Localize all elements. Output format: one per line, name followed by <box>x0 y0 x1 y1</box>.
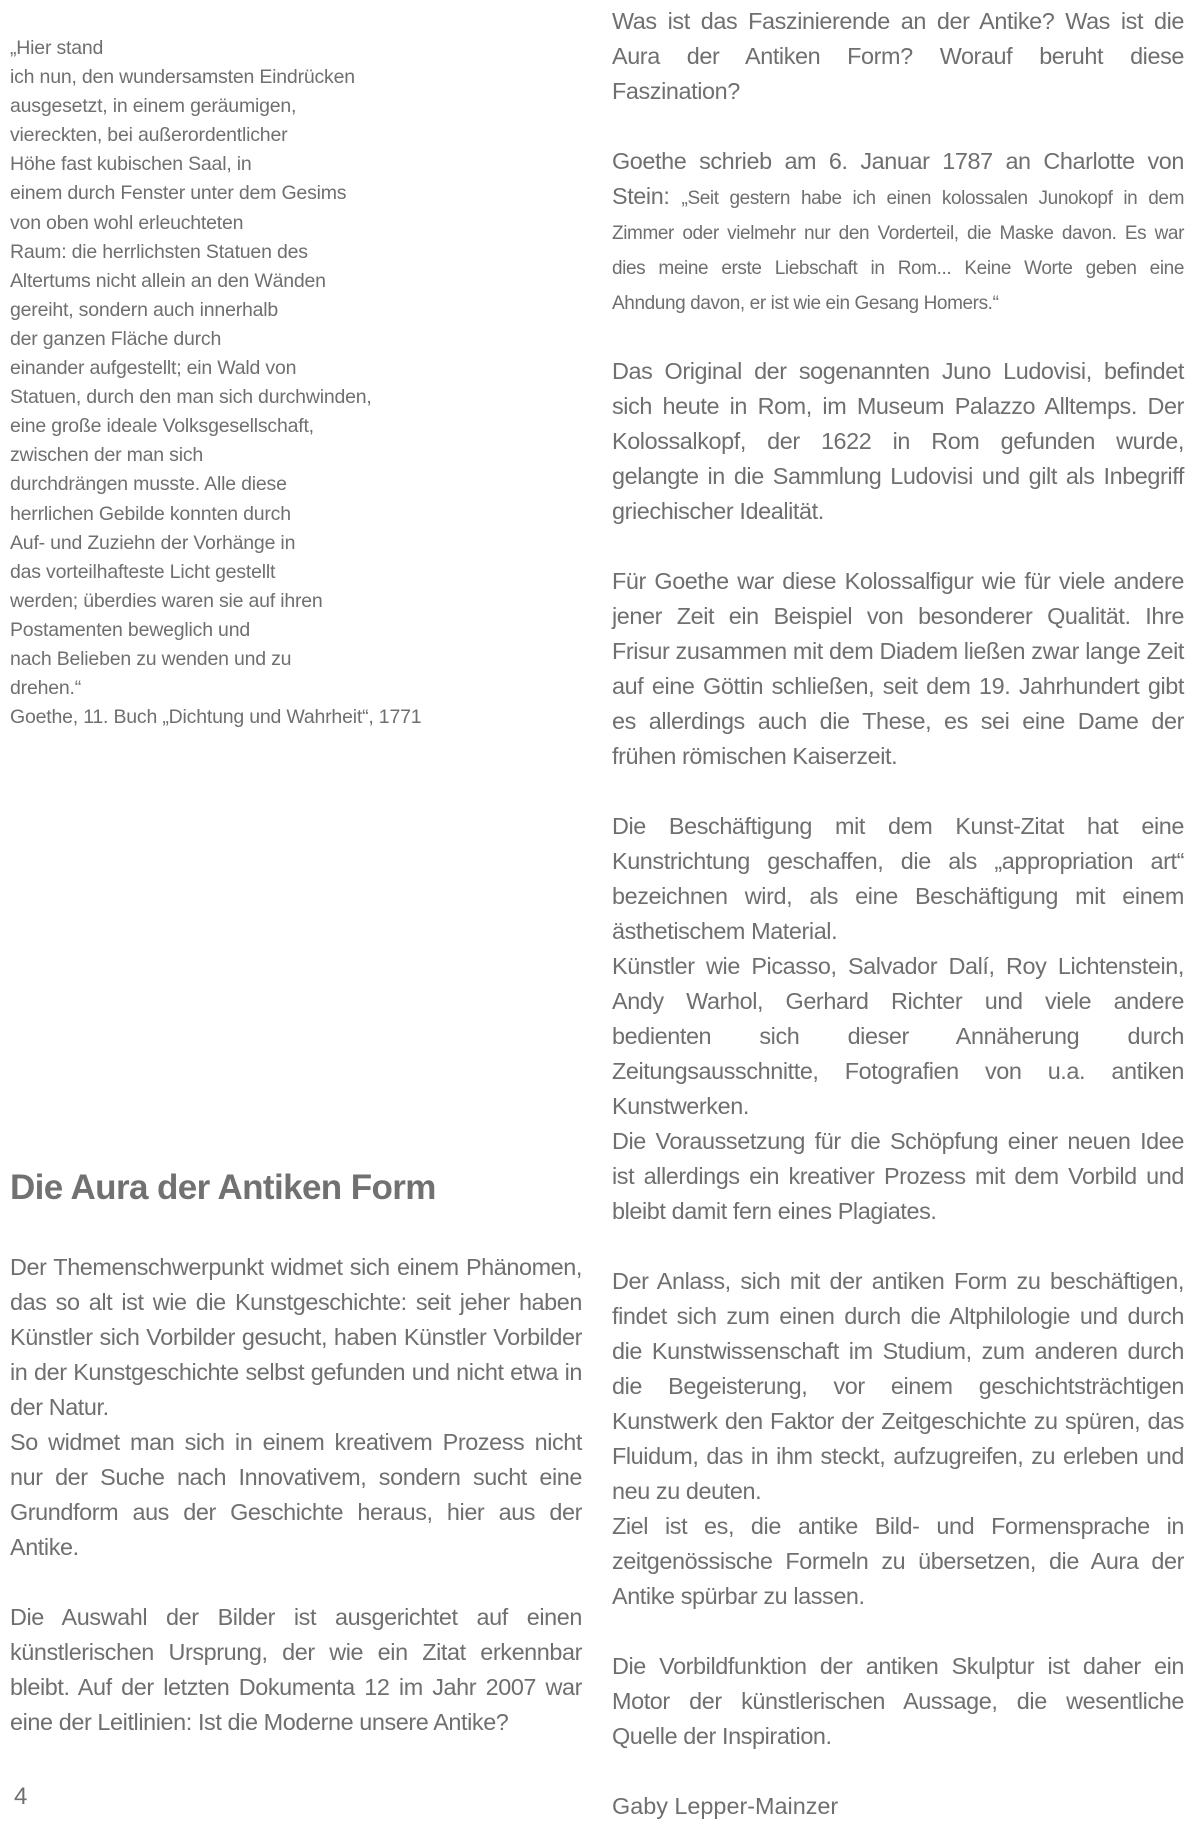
body-paragraph: Der Themenschwerpunkt widmet sich einem Phänomen, das so alt ist wie die Kunstgeschichte: seit jeher haben Künstler sich Vorbilder gesucht, haben Künstler Vorbilder in der Kunstgeschichte selbst gefunden und nicht etwa in der Natur. <box>10 1254 582 1420</box>
body-paragraph: Das Original der sogenannten Juno Ludovisi, befindet sich heute in Rom, im Museum Palazzo Alltemps. Der Kolossalkopf, der 1622 in Rom gefunden wurde, gelangte in die Sammlung Ludovisi und gilt als Inbegriff griechischer Idealität. <box>612 358 1184 524</box>
quote-line: ich nun, den wundersamsten Eindrücken <box>10 66 355 89</box>
quote-line: das vorteilhafteste Licht gestellt <box>10 560 276 583</box>
quote-line: durchdrängen musste. Alle diese <box>10 473 287 496</box>
body-paragraph: Die Auswahl der Bilder ist ausgerichtet auf einen künstlerischen Ursprung, der wie ein Zitat erkennbar bleibt. Auf der letzten Dokumenta 12 im Jahr 2007 war eine der Leitlinien: Ist die Moderne unsere Antike? <box>10 1604 582 1735</box>
quote-line: eine große ideale Volksgesellschaft, <box>10 415 314 438</box>
quote-line: „Hier stand <box>10 37 104 59</box>
quote-line: gereiht, sondern auch innerhalb <box>10 298 279 321</box>
quote-line: ausgesetzt, in einem geräumigen, <box>10 95 297 118</box>
body-paragraph: Was ist das Faszinierende an der Antike? Was ist die Aura der Antiken Form? Worauf beruht diese Faszination? <box>612 8 1184 104</box>
letter-quote: „Seit gestern habe ich einen kolossalen Junokopf in dem Zimmer oder vielmehr nur den Vorderteil, die Maske davon. Es war dies meine erste Liebschaft in Rom... Keine Worte geben eine Ahndung davon, er ist wie ein Gesang Homers.“ <box>612 188 1184 314</box>
quote-line: Altertums nicht allein an den Wänden <box>10 269 326 292</box>
quote-line: werden; überdies waren sie auf ihren <box>10 589 323 612</box>
left-body-text <box>10 1250 582 1740</box>
left-column <box>10 34 590 732</box>
quote-line: Höhe fast kubischen Saal, in <box>10 153 252 176</box>
quote-text <box>10 34 590 703</box>
quote-line: Raum: die herrlichsten Statuen des <box>10 240 308 263</box>
quote-line: von oben wohl erleuchteten <box>10 211 244 234</box>
section-heading: Die Aura der Antiken Form <box>10 1168 436 1207</box>
quote-line: viereckten, bei außerordentlicher <box>10 124 288 147</box>
body-sentence: Ziel ist es, die antike Bild- und Formensprache in zeitgenössische Formeln zu übersetzen, die Aura der Antike spürbar zu lassen. <box>612 1513 1184 1609</box>
quote-line: einander aufgestellt; ein Wald von <box>10 357 297 380</box>
body-paragraph <box>612 1264 1184 1614</box>
quote-line: Statuen, durch den man sich durchwinden, <box>10 386 372 409</box>
quote-source: Goethe, 11. Buch „Dichtung und Wahrheit“, 1771 <box>10 706 422 729</box>
body-paragraph <box>612 809 1184 1229</box>
goethe-quote <box>10 34 590 732</box>
letter-intro: Goethe schrieb am 6. Januar 1787 an Charlotte von Stein: <box>612 148 1184 209</box>
quote-line: herrlichen Gebilde konnten durch <box>10 502 291 525</box>
body-sentence: Der Anlass, sich mit der antiken Form zu beschäftigen, findet sich zum einen durch die Altphilologie und durch die Kunstwissenschaft im Studium, zum anderen durch die Begeisterung, vor einem geschichtsträchtigen Kunstwerk den Faktor der Zeitgeschichte zu spüren, das Fluidum, das in ihm steckt, aufzugreifen, zu erleben und neu zu deuten. <box>612 1268 1184 1504</box>
quote-line: Postamenten beweglich und <box>10 618 250 641</box>
quote-line: nach Belieben zu wenden und zu <box>10 647 292 670</box>
quote-line: drehen.“ <box>10 677 82 700</box>
goethe-letter-paragraph <box>612 144 1184 319</box>
quote-line: zwischen der man sich <box>10 444 204 467</box>
body-sentence: Die Voraussetzung für die Schöpfung einer neuen Idee ist allerdings ein kreativer Prozess mit dem Vorbild und bleibt damit fern eines Plagiates. <box>612 1128 1184 1224</box>
quote-line: einem durch Fenster unter dem Gesims <box>10 182 347 205</box>
author-signature: Gaby Lepper-Mainzer <box>612 1793 839 1819</box>
right-column <box>612 4 1184 1824</box>
body-paragraph: Für Goethe war diese Kolossalfigur wie für viele andere jener Zeit ein Beispiel von besonderer Qualität. Ihre Frisur zusammen mit dem Diadem ließen zwar lange Zeit auf eine Göttin schließen, seit dem 19. Jahrhundert gibt es allerdings auch die These, es sei eine Dame der frühen römischen Kaiserzeit. <box>612 568 1184 769</box>
quote-line: Auf- und Zuziehn der Vorhänge in <box>10 531 296 554</box>
body-sentence: Die Beschäftigung mit dem Kunst-Zitat hat eine Kunstrichtung geschaffen, die als „appropriation art“ bezeichnen wird, als eine Beschäftigung mit einem ästhetischem Material. <box>612 813 1184 944</box>
body-sentence: Künstler wie Picasso, Salvador Dalí, Roy Lichtenstein, Andy Warhol, Gerhard Richter und viele andere bedienten sich dieser Annäherung durch Zeitungsausschnitte, Fotografien von u.a. antiken Kunstwerken. <box>612 953 1184 1119</box>
body-paragraph: Die Vorbildfunktion der antiken Skulptur ist daher ein Motor der künstlerischen Aussage, die wesentliche Quelle der Inspiration. <box>612 1653 1184 1749</box>
quote-line: der ganzen Fläche durch <box>10 327 222 350</box>
page-number: 4 <box>14 1783 28 1810</box>
body-paragraph: So widmet man sich in einem kreativem Prozess nicht nur der Suche nach Innovativem, sondern sucht eine Grundform aus der Geschichte heraus, hier aus der Antike. <box>10 1429 582 1560</box>
